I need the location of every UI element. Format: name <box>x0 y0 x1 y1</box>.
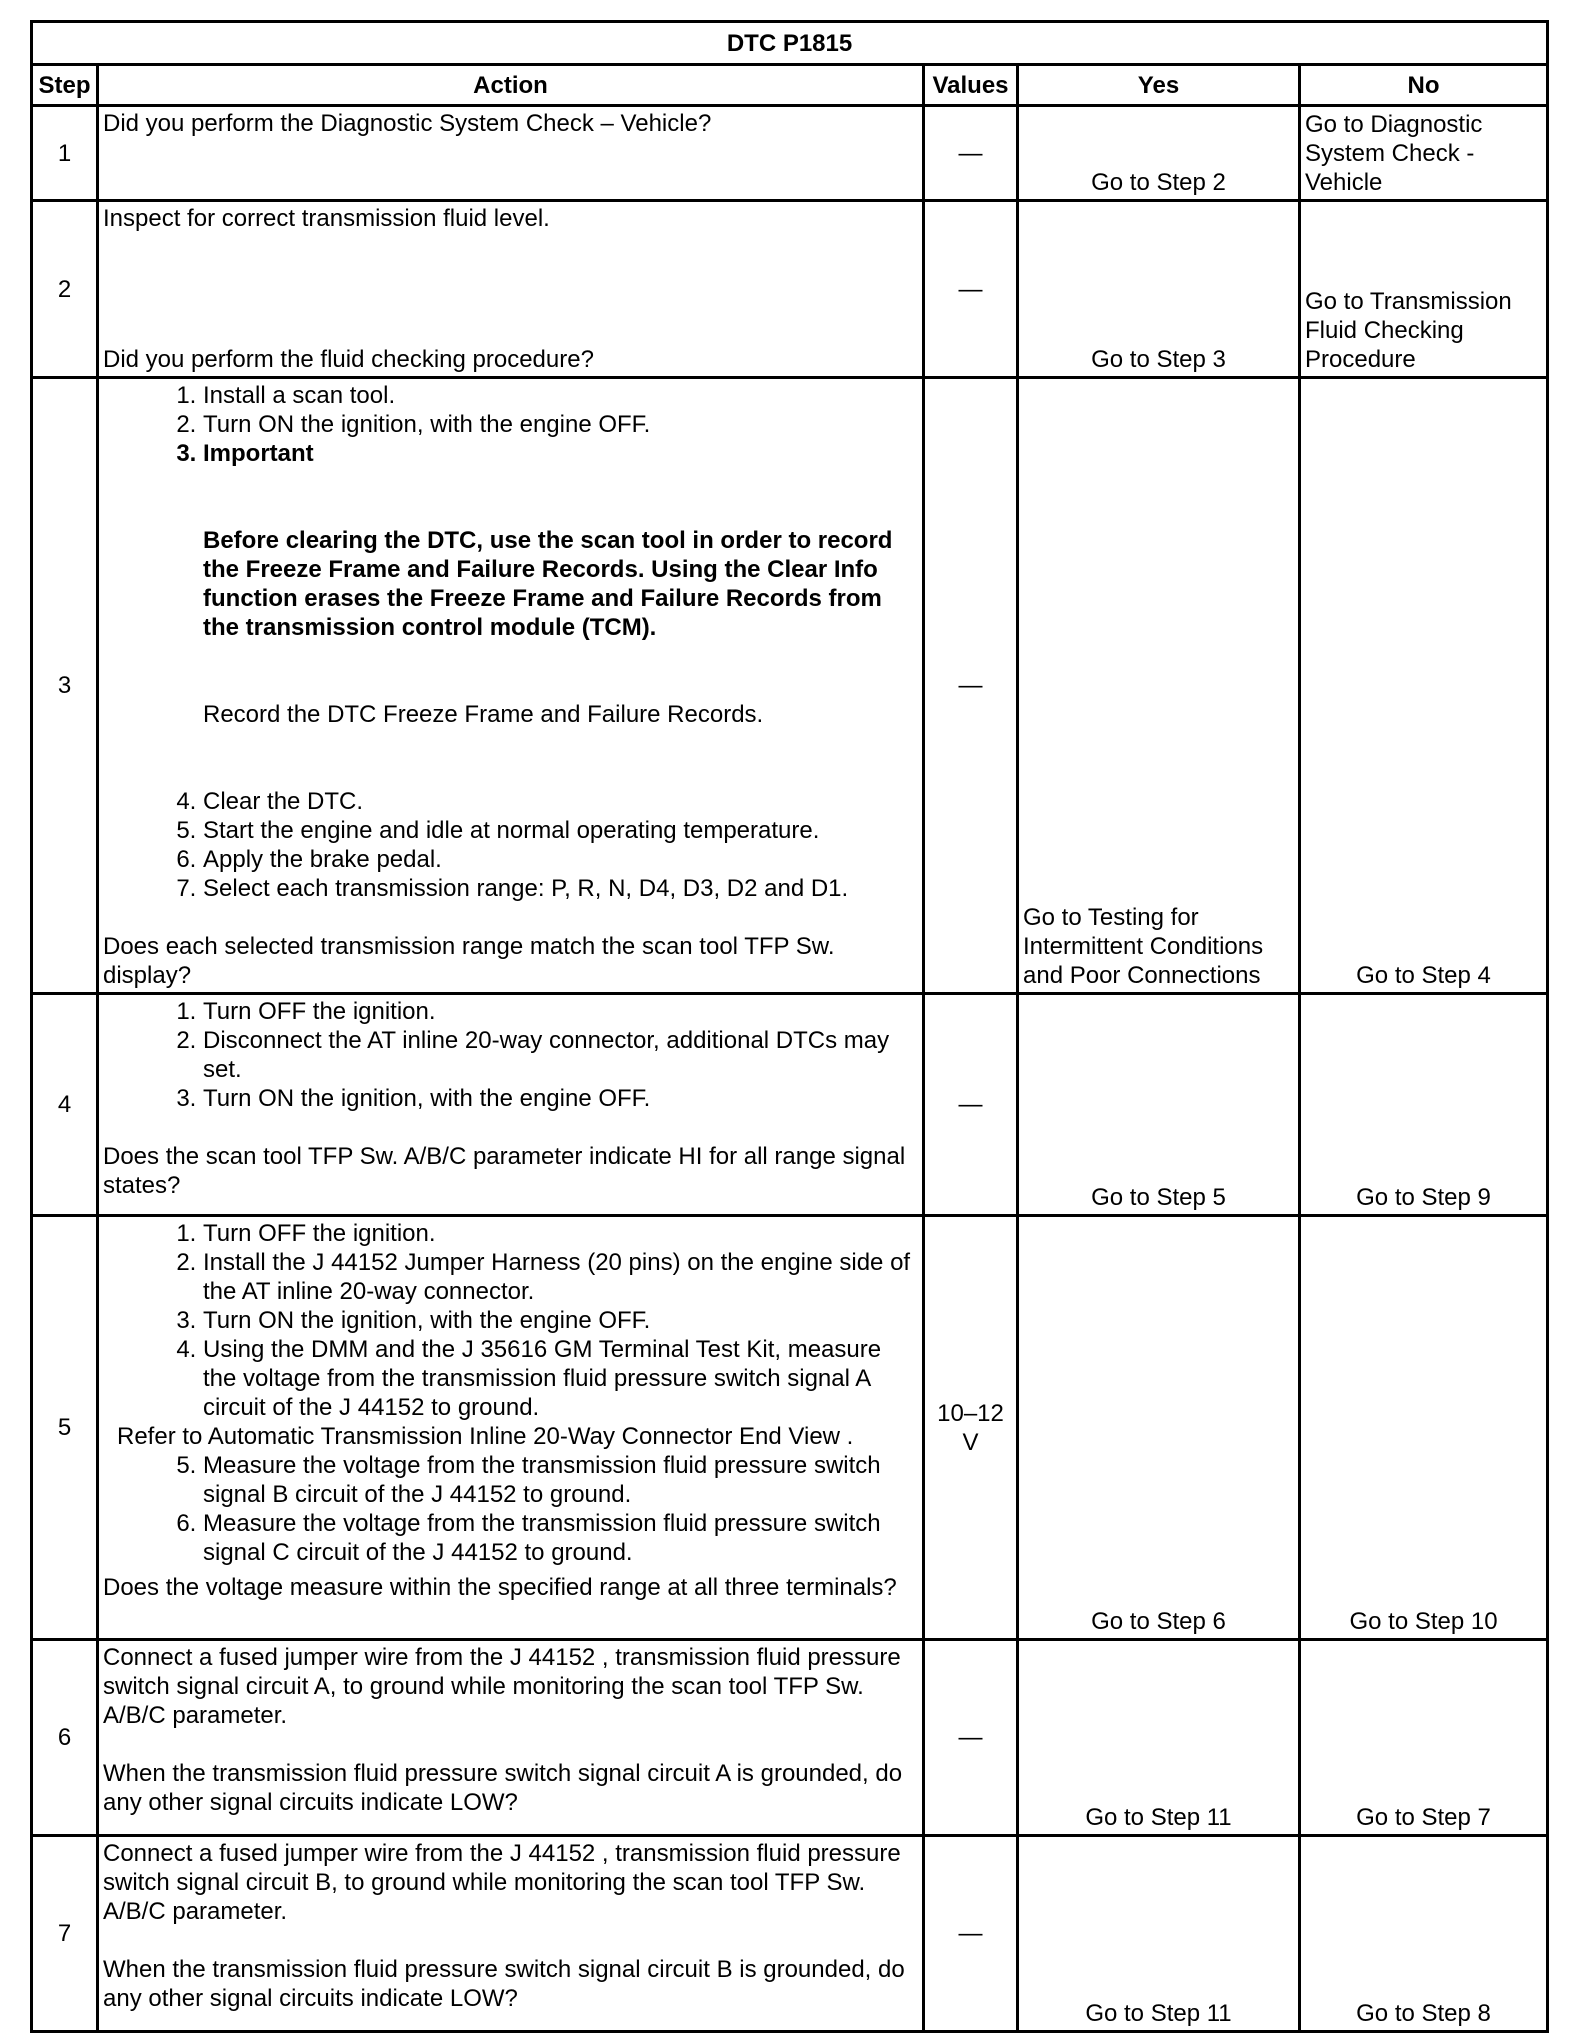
procedure-list <box>103 1219 918 1422</box>
action-cell <box>98 201 924 378</box>
action-cell <box>98 1640 924 1836</box>
procedure-step: 6. Measure the voltage from the transmission fluid pressure switch signal C circuit of the J 44152 to ground. <box>203 1509 918 1567</box>
values-cell: 10–12 V <box>924 1216 1018 1640</box>
values-cell: — <box>924 106 1018 201</box>
procedure-list <box>103 997 918 1113</box>
procedure-step: 1. Turn OFF the ignition. <box>203 997 918 1026</box>
no-link[interactable]: Go to Step 7 <box>1300 1640 1548 1836</box>
action-cell <box>98 106 924 201</box>
yes-link[interactable]: Go to Testing for Intermittent Conditions and Poor Connections <box>1018 378 1300 994</box>
action-cell <box>98 378 924 994</box>
procedure-step: 4. Clear the DTC. <box>203 787 918 816</box>
no-link[interactable]: Go to Diagnostic System Check - Vehicle <box>1300 106 1548 201</box>
values-cell: — <box>924 1640 1018 1836</box>
procedure-list <box>103 1451 918 1567</box>
table-row <box>32 201 1548 378</box>
values-cell: — <box>924 378 1018 994</box>
procedure-step: 2. Turn ON the ignition, with the engine OFF. <box>203 410 918 439</box>
step-number: 3 <box>32 378 98 994</box>
procedure-step: 3. Turn ON the ignition, with the engine OFF. <box>203 1306 918 1335</box>
table-title: DTC P1815 <box>32 22 1548 65</box>
table-row <box>32 378 1548 994</box>
yes-link[interactable]: Go to Step 11 <box>1018 1640 1300 1836</box>
dtc-document <box>30 20 1546 2033</box>
procedure-step-important: 3. Important <box>203 439 918 468</box>
no-link[interactable]: Go to Step 9 <box>1300 994 1548 1216</box>
record-note: Record the DTC Freeze Frame and Failure Records. <box>203 701 764 728</box>
step-number: 1 <box>32 106 98 201</box>
action-question: Does each selected transmission range match the scan tool TFP Sw. display? <box>103 933 835 989</box>
procedure-list <box>103 381 918 468</box>
action-cell <box>98 1836 924 2032</box>
table-row <box>32 1836 1548 2032</box>
procedure-step: 6. Apply the brake pedal. <box>203 845 918 874</box>
diagnostic-table <box>30 20 1549 2033</box>
procedure-step: 5. Start the engine and idle at normal operating temperature. <box>203 816 918 845</box>
no-link[interactable]: Go to Step 10 <box>1300 1216 1548 1640</box>
values-cell: — <box>924 1836 1018 2032</box>
table-row <box>32 1216 1548 1640</box>
important-note: Before clearing the DTC, use the scan tool in order to record the Freeze Frame and Failure Records. Using the Clear Info function erases the Freeze Frame and Failure Records from the transmission control module (TCM). <box>203 527 893 641</box>
action-question: When the transmission fluid pressure switch signal circuit A is grounded, do any other signal circuits indicate LOW? <box>103 1760 903 1816</box>
yes-link[interactable]: Go to Step 6 <box>1018 1216 1300 1640</box>
procedure-list <box>103 787 918 903</box>
refer-link[interactable]: Refer to Automatic Transmission Inline 20-Way Connector End View . <box>117 1423 854 1450</box>
table-row <box>32 994 1548 1216</box>
yes-link[interactable]: Go to Step 11 <box>1018 1836 1300 2032</box>
step-number: 5 <box>32 1216 98 1640</box>
procedure-step: 1. Turn OFF the ignition. <box>203 1219 918 1248</box>
procedure-step: 5. Measure the voltage from the transmission fluid pressure switch signal B circuit of the J 44152 to ground. <box>203 1451 918 1509</box>
step-number: 6 <box>32 1640 98 1836</box>
header-yes: Yes <box>1018 65 1300 106</box>
action-cell <box>98 994 924 1216</box>
procedure-step: 1. Install a scan tool. <box>203 381 918 410</box>
values-cell: — <box>924 201 1018 378</box>
action-intro: Connect a fused jumper wire from the J 44152 , transmission fluid pressure switch signal circuit B, to ground while monitoring the scan tool TFP Sw. A/B/C parameter. <box>103 1840 901 1925</box>
action-cell <box>98 1216 924 1640</box>
table-row <box>32 106 1548 201</box>
procedure-step: 4. Using the DMM and the J 35616 GM Terminal Test Kit, measure the voltage from the transmission fluid pressure switch signal A circuit of the J 44152 to ground. <box>203 1335 918 1422</box>
step-number: 4 <box>32 994 98 1216</box>
yes-link[interactable]: Go to Step 5 <box>1018 994 1300 1216</box>
action-question: Does the scan tool TFP Sw. A/B/C parameter indicate HI for all range signal states? <box>103 1143 906 1199</box>
procedure-step: 2. Disconnect the AT inline 20-way connector, additional DTCs may set. <box>203 1026 918 1084</box>
action-question: When the transmission fluid pressure switch signal circuit B is grounded, do any other signal circuits indicate LOW? <box>103 1956 905 2012</box>
procedure-step: 7. Select each transmission range: P, R, N, D4, D3, D2 and D1. <box>203 874 918 903</box>
no-link[interactable]: Go to Step 4 <box>1300 378 1548 994</box>
action-question: Does the voltage measure within the specified range at all three terminals? <box>103 1574 897 1601</box>
action-question: Did you perform the fluid checking procedure? <box>103 346 594 373</box>
yes-link[interactable]: Go to Step 3 <box>1018 201 1300 378</box>
step-number: 2 <box>32 201 98 378</box>
header-step: Step <box>32 65 98 106</box>
header-action: Action <box>98 65 924 106</box>
yes-link[interactable]: Go to Step 2 <box>1018 106 1300 201</box>
procedure-step: 3. Turn ON the ignition, with the engine OFF. <box>203 1084 918 1113</box>
values-cell: — <box>924 994 1018 1216</box>
step-number: 7 <box>32 1836 98 2032</box>
header-no: No <box>1300 65 1548 106</box>
header-values: Values <box>924 65 1018 106</box>
no-link[interactable]: Go to Step 8 <box>1300 1836 1548 2032</box>
no-link[interactable]: Go to Transmission Fluid Checking Procedure <box>1300 201 1548 378</box>
action-intro: Connect a fused jumper wire from the J 44152 , transmission fluid pressure switch signal circuit A, to ground while monitoring the scan tool TFP Sw. A/B/C parameter. <box>103 1644 901 1729</box>
action-intro: Inspect for correct transmission fluid level. <box>103 205 550 232</box>
procedure-step: 2. Install the J 44152 Jumper Harness (20 pins) on the engine side of the AT inline 20-way connector. <box>203 1248 918 1306</box>
action-text: Did you perform the Diagnostic System Check – Vehicle? <box>103 110 712 137</box>
table-row <box>32 1640 1548 1836</box>
